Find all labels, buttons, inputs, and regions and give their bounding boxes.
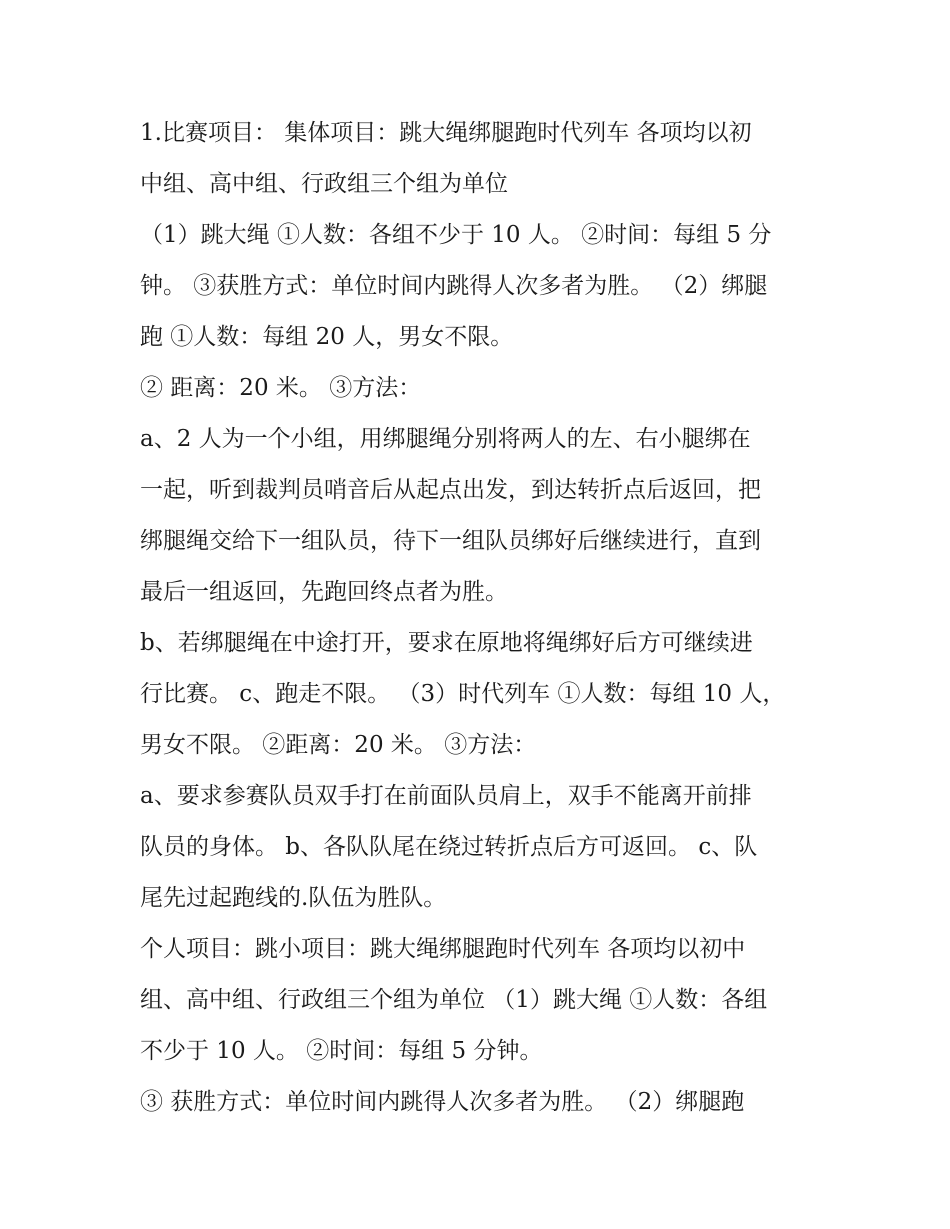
- text-line: 钟。 ③获胜方式：单位时间内跳得人次多者为胜。 （2）绑腿: [140, 273, 768, 299]
- paragraph-competition-items: [140, 108, 825, 210]
- text-line: 中组、高中组、行政组三个组为单位: [140, 171, 508, 197]
- text-line: 队员的身体。 b、各队队尾在绕过转折点后方可返回。 c、队: [140, 834, 758, 860]
- text-line: 跑 ①人数：每组 20 人，男女不限。: [140, 324, 514, 350]
- text-line: 个人项目：跳小项目：跳大绳绑腿跑时代列车 各项均以初中: [140, 936, 746, 962]
- text-line: 尾先过起跑线的.队伍为胜队。: [140, 885, 447, 911]
- text-line: 一起，听到裁判员哨音后从起点出发，到达转折点后返回，把: [140, 477, 761, 503]
- text-line: ③ 获胜方式：单位时间内跳得人次多者为胜。 （2）绑腿跑: [140, 1089, 745, 1115]
- paragraph-leg-tie-method-a: [140, 414, 825, 618]
- text-line: ② 距离：20 米。 ③方法：: [140, 375, 422, 401]
- text-line: 行比赛。 c、跑走不限。 （3）时代列车 ①人数：每组 10 人，: [140, 681, 786, 707]
- paragraph-train-method: [140, 771, 825, 924]
- text-line: a、2 人为一个小组，用绑腿绳分别将两人的左、右小腿绑在: [140, 426, 751, 452]
- text-line: 不少于 10 人。 ②时间：每组 5 分钟。: [140, 1038, 543, 1064]
- document-body: [140, 108, 825, 1128]
- paragraph-winning-method: [140, 1077, 825, 1128]
- text-line: 男女不限。 ②距离：20 米。 ③方法：: [140, 732, 537, 758]
- paragraph-leg-tie-distance: [140, 363, 825, 414]
- text-line: （1）跳大绳 ①人数：各组不少于 10 人。 ②时间：每组 5 分: [140, 222, 772, 248]
- text-line: 1.比赛项目： 集体项目：跳大绳绑腿跑时代列车 各项均以初: [140, 120, 752, 146]
- paragraph-rope-jump-and-leg-tie-rules: [140, 210, 825, 363]
- text-line: 绑腿绳交给下一组队员，待下一组队员绑好后继续进行，直到: [140, 528, 761, 554]
- text-line: 组、高中组、行政组三个组为单位 （1）跳大绳 ①人数：各组: [140, 987, 768, 1013]
- text-line: b、若绑腿绳在中途打开，要求在原地将绳绑好后方可继续进: [140, 630, 753, 656]
- paragraph-leg-tie-method-b-and-train: [140, 618, 825, 771]
- text-line: 最后一组返回，先跑回终点者为胜。: [140, 579, 508, 605]
- paragraph-individual-items: [140, 924, 825, 1077]
- text-line: a、要求参赛队员双手打在前面队员肩上，双手不能离开前排: [140, 783, 752, 809]
